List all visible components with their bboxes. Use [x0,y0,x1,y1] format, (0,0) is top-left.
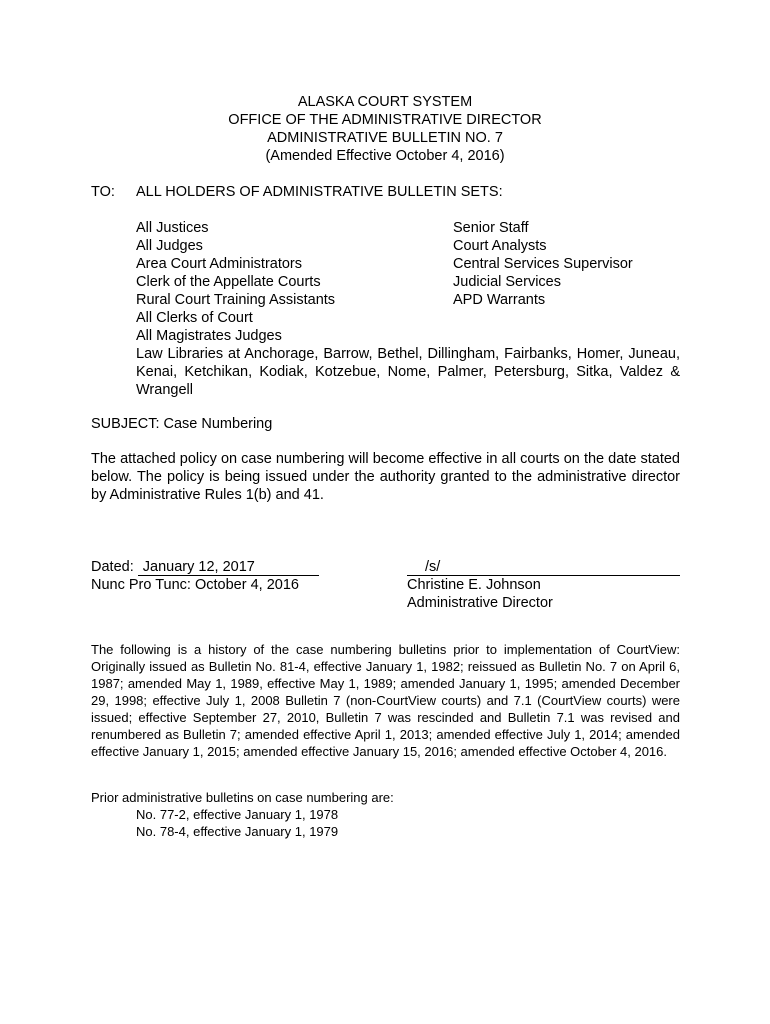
recipient-item: Central Services Supervisor [453,256,633,272]
recipient-item: All Justices [136,220,209,236]
prior-bulletins-intro: Prior administrative bulletins on case numbering are: [91,790,394,805]
header-bulletin-number: ADMINISTRATIVE BULLETIN NO. 7 [267,130,503,146]
dated-value: January 12, 2017 [138,559,319,576]
recipient-item: Court Analysts [453,238,547,254]
recipients-left-column [136,219,335,345]
nunc-pro-tunc-date: Nunc Pro Tunc: October 4, 2016 [91,577,299,593]
prior-bulletins-list [136,807,338,840]
signature-block [407,558,680,612]
signer-title: Administrative Director [407,595,553,611]
dated-block [91,558,319,594]
document-header [0,93,770,165]
prior-bulletin-item: No. 78-4, effective January 1, 1979 [136,823,339,839]
subject-line: SUBJECT: Case Numbering [91,416,273,432]
prior-bulletin-item: No. 77-2, effective January 1, 1978 [136,807,339,822]
to-recipients-heading: ALL HOLDERS OF ADMINISTRATIVE BULLETIN SETS: [136,184,503,200]
recipient-item: All Clerks of Court [136,310,253,326]
law-libraries-recipients: Law Libraries at Anchorage, Barrow, Bethel, Dillingham, Fairbanks, Homer, Juneau, Kenai, Ketchikan, Kodiak, Kotzebue, Nome, Palmer, Petersburg, Sitka, Valdez & Wrangell [136,346,680,398]
signature-line [407,559,680,576]
header-organization: ALASKA COURT SYSTEM [297,94,473,110]
recipients-right-column [453,219,633,309]
recipient-item: All Judges [136,238,203,254]
signer-name: Christine E. Johnson [407,577,541,593]
recipient-item: Judicial Services [453,274,561,290]
header-amended-date: (Amended Effective October 4, 2016) [265,148,505,164]
recipient-item: Rural Court Training Assistants [136,292,336,308]
dated-label: Dated: [91,559,134,575]
recipient-item: Area Court Administrators [136,256,303,272]
body-paragraph: The attached policy on case numbering will become effective in all courts on the date stated below. The policy is being issued under the authority granted to the administrative director by Administrative Rules 1(b) and 41. [91,451,680,503]
header-office: OFFICE OF THE ADMINISTRATIVE DIRECTOR [228,112,542,128]
to-label: TO: [91,184,115,200]
history-paragraph: The following is a history of the case numbering bulletins prior to implementation of CourtView: Originally issued as Bulletin No. 81-4, effective January 1, 1982; reissued as Bulletin No. 7 on April 6, 1987; amended May 1, 1989, effective May 1, 1989; amended January 1, 1995; amended December 29, 1998; effective July 1, 2008 Bulletin 7 (non-CourtView courts) and 7.1 (CourtView courts) were issued; effective September 27, 2010, Bulletin 7 was rescinded and Bulletin 7.1 was revised and renumbered as Bulletin 7; amended effective April 1, 2013; amended effective July 1, 2014; amended effective January 1, 2015; amended effective January 15, 2016; amended effective October 4, 2016. [91,642,680,759]
recipient-item: Clerk of the Appellate Courts [136,274,321,290]
recipient-item: Senior Staff [453,220,529,236]
recipient-item: All Magistrates Judges [136,328,282,344]
signature-mark: /s/ [425,559,441,575]
recipient-item: APD Warrants [453,292,546,308]
